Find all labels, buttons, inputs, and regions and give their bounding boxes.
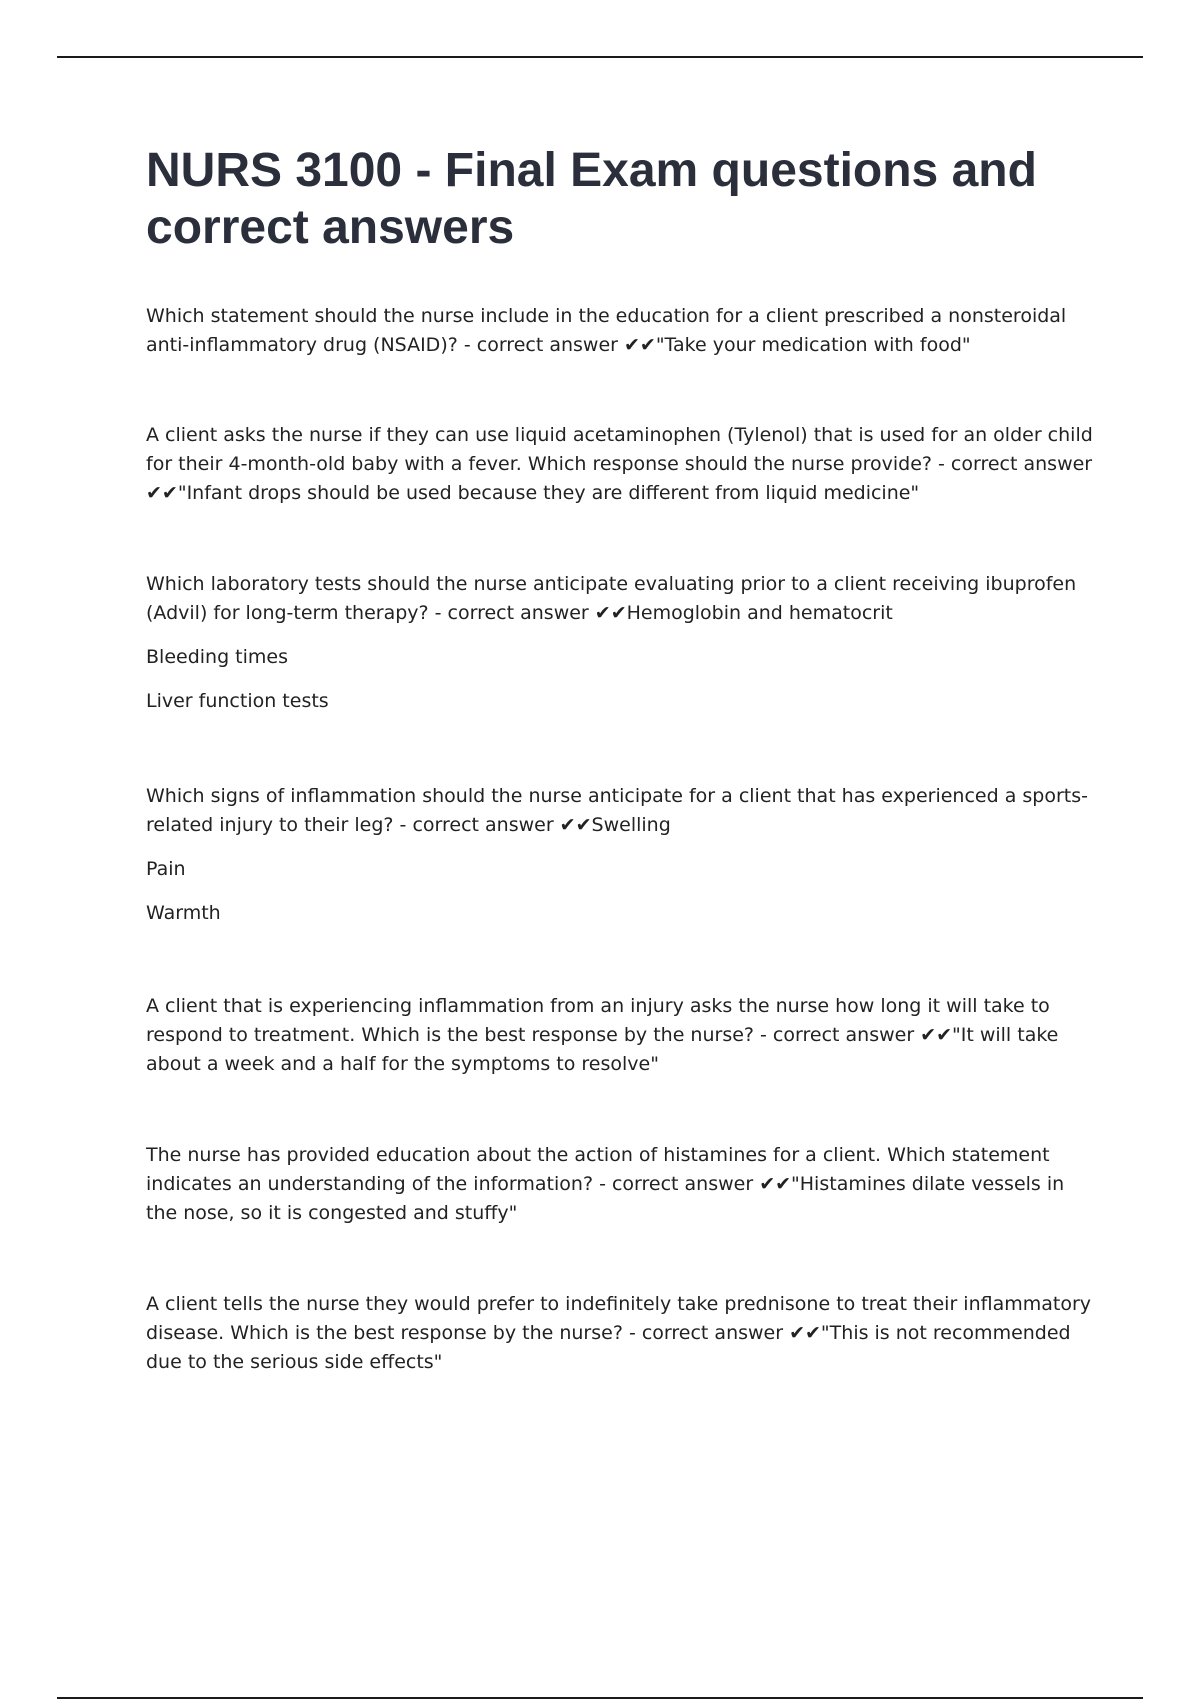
question-text: A client that is experiencing inflammation from an injury asks the nurse how long it will take to respond to treatment. Which is the best response by the nurse? - correct answer ✔✔"It will take about a week and a half for the symptoms to resolve" [146, 995, 1059, 1075]
question-text: A client tells the nurse they would prefer to indefinitely take prednisone to treat their inflammatory disease. Which is the best response by the nurse? - correct answer ✔✔"This is not recommended due to the serious side effects" [146, 1293, 1092, 1373]
question-text: A client asks the nurse if they can use liquid acetaminophen (Tylenol) that is used for an older child for their 4-month-old baby with a fever. Which response should the nurse provide? - correct answer ✔✔"Infant drops should be used because they are different from liquid medicine" [146, 424, 1093, 504]
question-item [146, 421, 1096, 508]
question-item [146, 782, 1096, 928]
answer-line: Bleeding times [146, 646, 288, 668]
question-item [146, 1141, 1096, 1228]
question-item [146, 302, 1096, 360]
question-item [146, 1290, 1096, 1377]
header-rule [57, 56, 1143, 58]
question-text: Which signs of inflammation should the nurse anticipate for a client that has experienced a sports-related injury to their leg? - correct answer ✔✔Swelling [146, 785, 1088, 836]
question-item [146, 570, 1096, 716]
answer-line: Liver function tests [146, 690, 329, 712]
page-title: NURS 3100 - Final Exam questions and correct answers [146, 144, 1037, 254]
answer-line: Pain [146, 858, 186, 880]
footer-rule [57, 1697, 1143, 1699]
answer-line: Warmth [146, 902, 221, 924]
question-text: Which laboratory tests should the nurse anticipate evaluating prior to a client receiving ibuprofen (Advil) for long-term therapy? - correct answer ✔✔Hemoglobin and hematocrit [146, 573, 1077, 624]
question-text: Which statement should the nurse include in the education for a client prescribed a nonsteroidal anti-inflammatory drug (NSAID)? - correct answer ✔✔"Take your medication with food" [146, 305, 1067, 356]
question-text: The nurse has provided education about the action of histamines for a client. Which statement indicates an understanding of the information? - correct answer ✔✔"Histamines dilate vessels in the nose, so it is congested and stuffy" [146, 1144, 1065, 1224]
question-item [146, 992, 1096, 1079]
